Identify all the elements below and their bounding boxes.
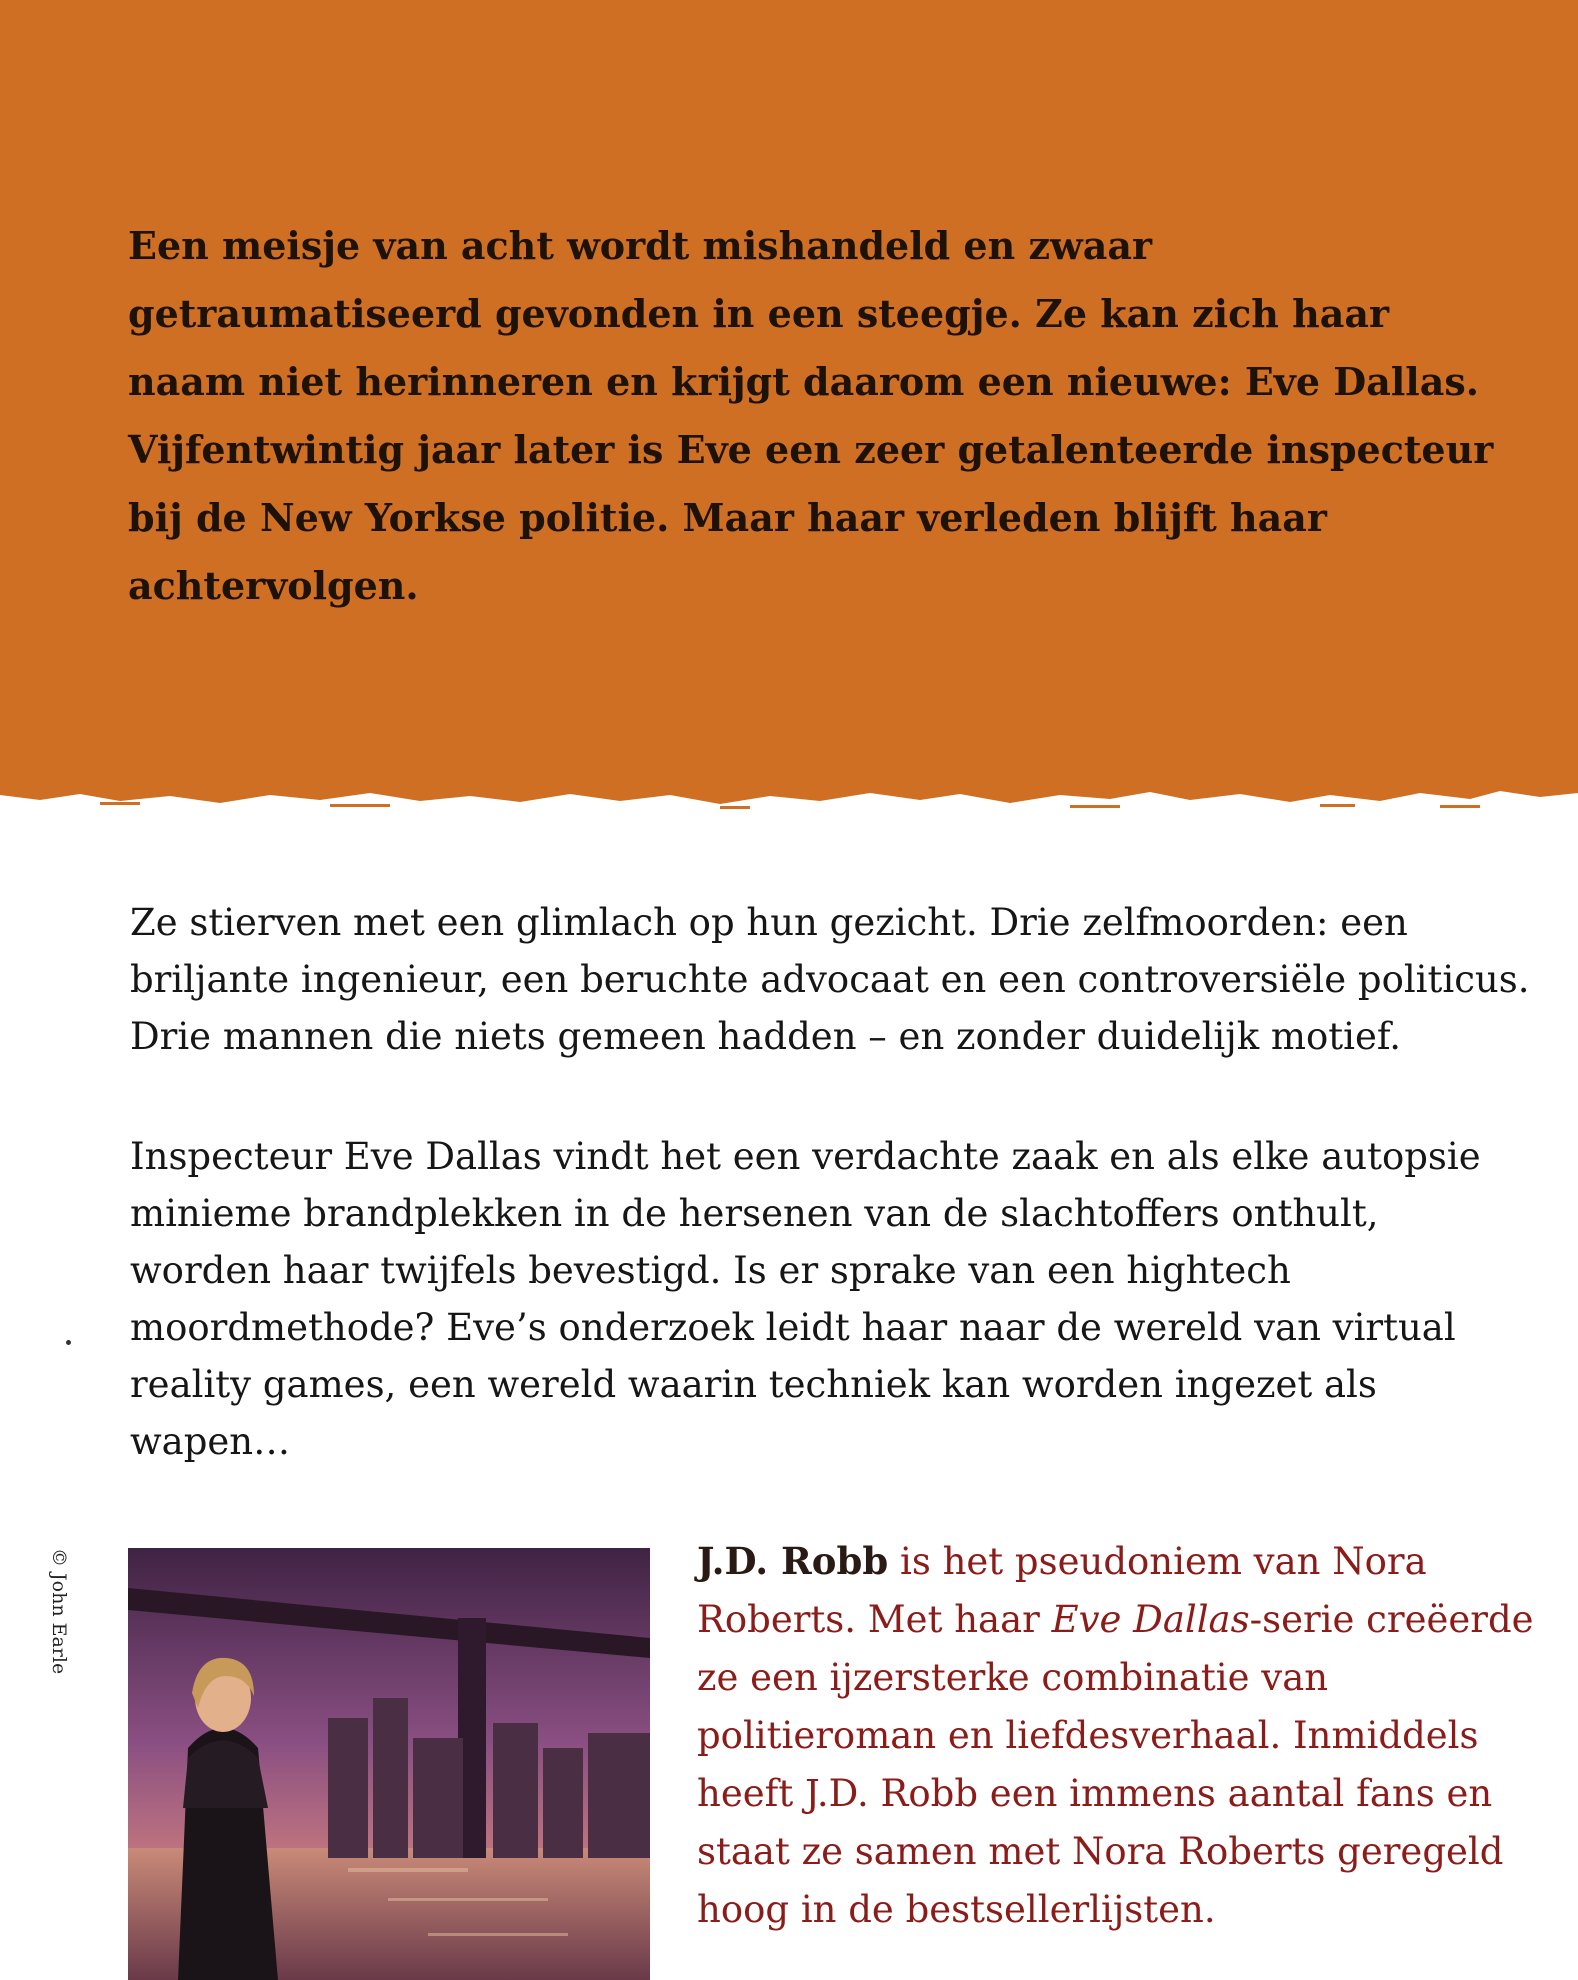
synopsis-paragraph-1: Ze stierven met een glimlach op hun gezicht. Drie zelfmoorden: een briljante ingenieur, een beruchte advocaat en een controversiële politicus. Drie mannen die niets gemeen hadden – en zonder duidelijk motief. — [130, 901, 1530, 1058]
bio-text-part-2: -serie creëerde ze een ijzersterke combinatie van politieroman en liefdesverhaal. Inmiddels heeft J.D. Robb een immens aantal fans en staat ze samen met Nora Roberts geregeld hoog in de bestsellerlijsten. — [697, 1598, 1534, 1931]
author-bio — [697, 1532, 1547, 1939]
print-speck — [66, 1340, 71, 1345]
bio-author-name: J.D. Robb — [697, 1539, 889, 1583]
author-photo — [128, 1548, 650, 1980]
author-photo-illustration — [128, 1548, 650, 1980]
synopsis-paragraph-2: Inspecteur Eve Dallas vindt het een verdachte zaak en als elke autopsie minieme brandplekken in de hersenen van de slachtoffers onthult, worden haar twijfels bevestigd. Is er sprake van een hightech moordmethode? Eve’s onderzoek leidt haar naar de wereld van virtual reality games, een wereld waarin techniek kan worden ingezet als wapen… — [130, 1135, 1481, 1463]
bio-series-name: Eve Dallas — [1051, 1598, 1250, 1641]
top-blurb: Een meisje van acht wordt mishandeld en zwaar getraumatiseerd gevonden in een steegje. Ze kan zich haar naam niet herinneren en krijgt daarom een nieuwe: Eve Dallas. Vijfentwintig jaar later is Eve een zeer getalenteerde inspecteur bij de New Yorkse politie. Maar haar verleden blijft haar achtervolgen. — [128, 223, 1494, 608]
torn-paper-edge — [0, 775, 1578, 815]
bio-text-part-1: is het pseudoniem van Nora Roberts. Met haar — [697, 1540, 1427, 1641]
photo-credit: © John Earle — [48, 1548, 70, 1675]
